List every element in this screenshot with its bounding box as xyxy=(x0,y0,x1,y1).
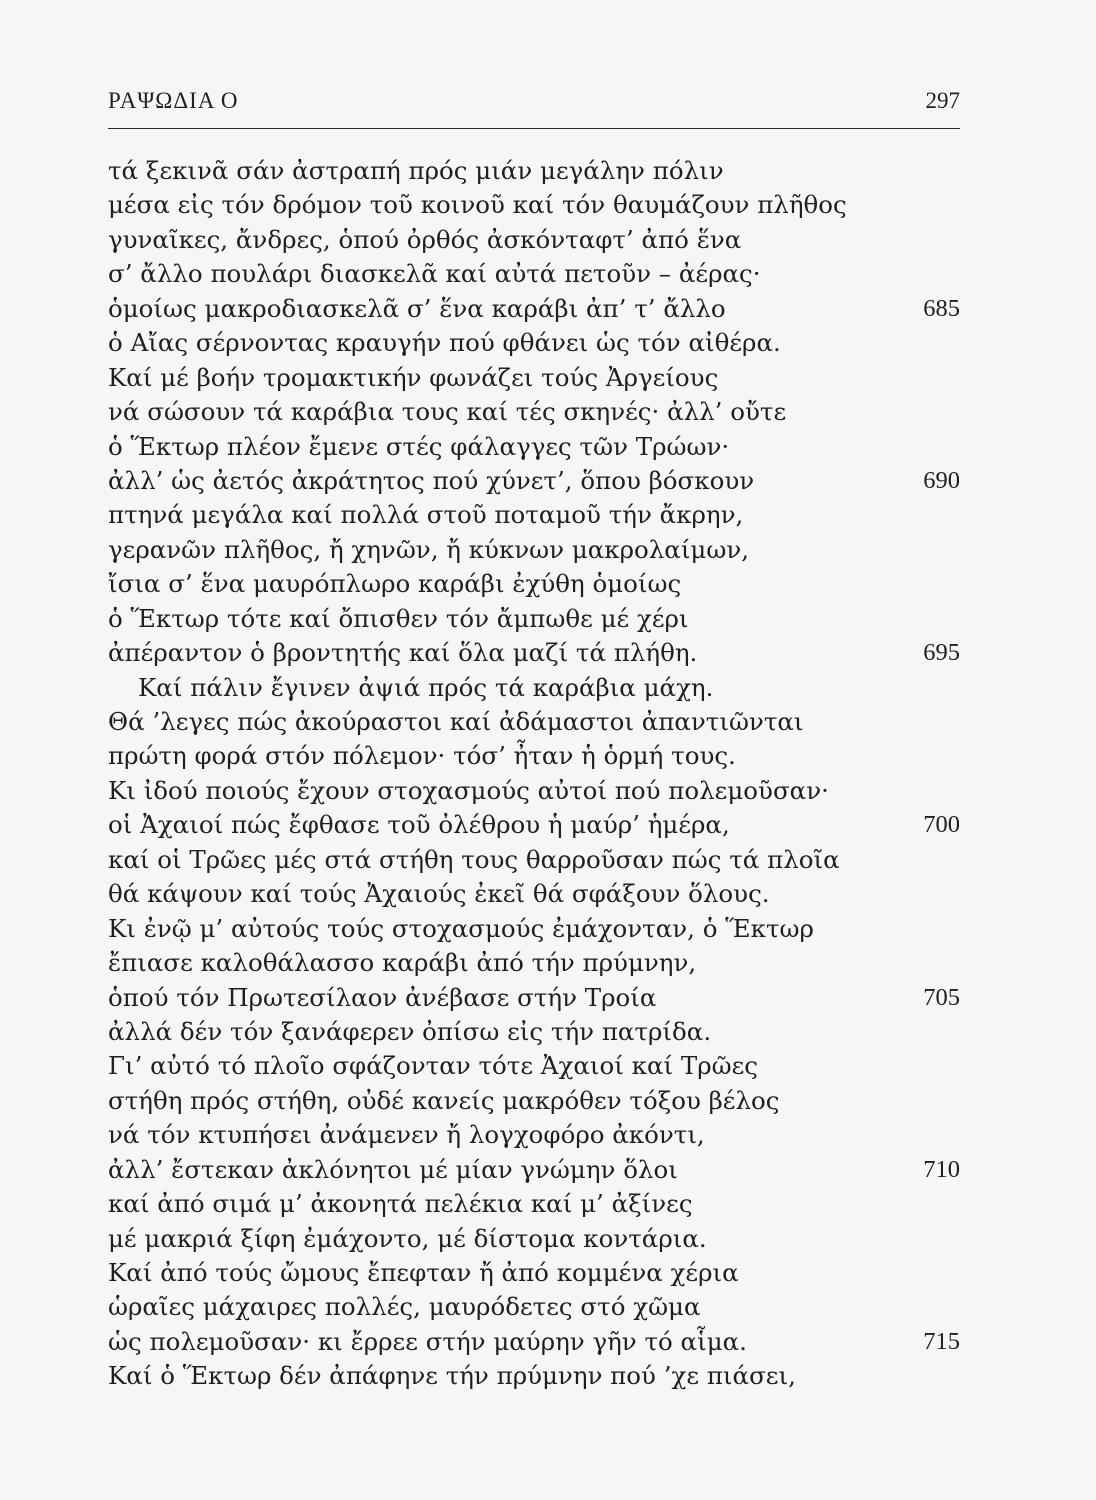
verse-line xyxy=(108,1015,960,1049)
verse-text: ὡραῖες μάχαιρες πολλές, μαυρόδετες στό χῶμα xyxy=(108,1292,701,1322)
verse-line xyxy=(108,1187,960,1221)
verse-text: ὁμοίως μακροδιασκελᾶ σ’ ἕνα καράβι ἀπ’ τ’ ἄλλο xyxy=(108,293,726,323)
verse-line xyxy=(108,533,960,567)
verse-text: Κι ἰδού ποιούς ἔχουν στοχασμούς αὐτοί πού πολεμοῦσαν· xyxy=(108,775,829,805)
verse-line xyxy=(108,292,960,326)
verse-text: Καί ὁ Ἕκτωρ δέν ἀπάφηνε τήν πρύμνην πού ’χε πιάσει, xyxy=(108,1361,796,1391)
verse-text: μέσα εἰς τόν δρόμον τοῦ κοινοῦ καί τόν θαυμάζουν πλῆθος xyxy=(108,190,847,220)
verse-line xyxy=(108,1222,960,1256)
line-number: 685 xyxy=(923,294,960,322)
verse-text: γυναῖκες, ἄνδρες, ὁπού ὀρθός ἀσκόνταφτ’ ἀπό ἕνα xyxy=(108,224,742,254)
verse-line xyxy=(108,567,960,601)
line-number: 705 xyxy=(923,983,960,1011)
line-number: 695 xyxy=(923,639,960,667)
verse-line xyxy=(108,1359,960,1393)
verse-text: ἀλλ’ ἔστεκαν ἀκλόνητοι μέ μίαν γνώμην ὅλοι xyxy=(108,1154,678,1184)
verse-line xyxy=(108,1118,960,1152)
verse-line xyxy=(108,498,960,532)
verse-line xyxy=(108,1290,960,1324)
verse-line xyxy=(108,1256,960,1290)
verse-text: ἔπιασε καλοθάλασσο καράβι ἀπό τήν πρύμνην, xyxy=(108,948,697,978)
line-number: 715 xyxy=(923,1327,960,1355)
line-number: 690 xyxy=(923,466,960,494)
verse-text: ἀλλ’ ὡς ἀετός ἀκράτητος πού χύνετ’, ὅπου βόσκουν xyxy=(108,465,755,495)
verse-text: πτηνά μεγάλα καί πολλά στοῦ ποταμοῦ τήν ἄκρην, xyxy=(108,500,744,530)
verse-line xyxy=(108,774,960,808)
verse-text: Γι’ αὐτό τό πλοῖο σφάζονταν τότε Ἀχαιοί καί Τρῶες xyxy=(108,1051,759,1081)
verse-line xyxy=(108,671,960,705)
verse-text: ἀλλά δέν τόν ξανάφερεν ὀπίσω εἰς τήν πατρίδα. xyxy=(108,1016,712,1046)
verse-text: ὁπού τόν Πρωτεσίλαον ἀνέβασε στήν Τροία xyxy=(108,982,657,1012)
verse-text: Καί μέ βοήν τρομακτικήν φωνάζει τούς Ἀργείους xyxy=(108,362,719,392)
verse-line xyxy=(108,602,960,636)
chapter-title: ΡΑΨΩΔΙΑ Ο xyxy=(108,88,239,113)
verse-text: τά ξεκινᾶ σάν ἀστραπή πρός μιάν μεγάλην πόλιν xyxy=(108,156,724,185)
line-number: 700 xyxy=(923,811,960,839)
verse-line xyxy=(108,257,960,291)
verse-line xyxy=(108,739,960,773)
verse-text: θά κάψουν καί τούς Ἀχαιούς ἐκεῖ θά σφάξουν ὅλους. xyxy=(108,879,770,909)
verse-text: Καί ἀπό τούς ὤμους ἔπεφταν ἤ ἀπό κομμένα χέρια xyxy=(108,1258,739,1287)
verse-line xyxy=(108,1084,960,1118)
verse-block xyxy=(108,154,960,1394)
verse-text: οἱ Ἀχαιοί πώς ἔφθασε τοῦ ὀλέθρου ἡ μαύρ’ ἡμέρα, xyxy=(108,810,730,840)
verse-line xyxy=(108,705,960,739)
verse-line xyxy=(108,636,960,670)
verse-line xyxy=(108,946,960,980)
verse-text: ὁ Αἴας σέρνοντας κραυγήν πού φθάνει ὡς τόν αἰθέρα. xyxy=(108,328,781,358)
verse-text: μέ μακριά ξίφη ἐμάχοντο, μέ δίστομα κοντάρια. xyxy=(108,1223,707,1253)
verse-line xyxy=(108,361,960,395)
verse-line xyxy=(108,808,960,842)
verse-line xyxy=(108,430,960,464)
verse-line xyxy=(108,912,960,946)
verse-text: Κι ἐνῷ μ’ αὐτούς τούς στοχασμούς ἐμάχονταν, ὁ Ἕκτωρ xyxy=(108,913,814,943)
verse-line xyxy=(108,1049,960,1083)
verse-text: Καί πάλιν ἔγινεν ἀψιά πρός τά καράβια μάχη. xyxy=(138,672,714,702)
header-rule xyxy=(108,128,960,129)
verse-text: ἀπέραντον ὁ βροντητής καί ὅλα μαζί τά πλήθη. xyxy=(108,638,698,668)
verse-text: ὁ Ἕκτωρ πλέον ἔμενε στές φάλαγγες τῶν Τρώων· xyxy=(108,431,730,461)
verse-text: καί οἱ Τρῶες μές στά στήθη τους θαρροῦσαν πώς τά πλοῖα xyxy=(108,844,840,874)
verse-line xyxy=(108,981,960,1015)
verse-line xyxy=(108,877,960,911)
verse-text: ἴσια σ’ ἕνα μαυρόπλωρο καράβι ἐχύθη ὁμοίως xyxy=(108,569,682,599)
verse-line xyxy=(108,1325,960,1359)
verse-line xyxy=(108,395,960,429)
verse-line xyxy=(108,843,960,877)
verse-line xyxy=(108,154,960,188)
verse-text: σ’ ἄλλο πουλάρι διασκελᾶ καί αὐτά πετοῦν – ἀέρας· xyxy=(108,259,761,289)
verse-text: γερανῶν πλῆθος, ἤ χηνῶν, ἤ κύκνων μακρολαίμων, xyxy=(108,534,750,564)
line-number: 710 xyxy=(923,1155,960,1183)
verse-line xyxy=(108,326,960,360)
verse-text: Θά ’λεγες πώς ἀκούραστοι καί ἀδάμαστοι ἀπαντιῶνται xyxy=(108,707,804,736)
verse-text: καί ἀπό σιμά μ’ ἀκονητά πελέκια καί μ’ ἀξίνες xyxy=(108,1189,693,1219)
verse-text: πρώτη φορά στόν πόλεμον· τόσ’ ἦταν ἡ ὁρμή τους. xyxy=(108,741,736,771)
verse-line xyxy=(108,188,960,222)
page-number: 297 xyxy=(925,88,960,113)
running-header xyxy=(108,88,960,124)
verse-text: στήθη πρός στήθη, οὐδέ κανείς μακρόθεν τόξου βέλος xyxy=(108,1085,780,1115)
verse-line xyxy=(108,223,960,257)
verse-line xyxy=(108,464,960,498)
verse-line xyxy=(108,1153,960,1187)
verse-text: ὡς πολεμοῦσαν· κι ἔρρεε στήν μαύρην γῆν τό αἷμα. xyxy=(108,1326,747,1356)
verse-text: νά σώσουν τά καράβια τους καί τές σκηνές· ἀλλ’ οὔτε xyxy=(108,397,787,427)
verse-text: νά τόν κτυπήσει ἀνάμενεν ἤ λογχοφόρο ἀκόντι, xyxy=(108,1120,705,1150)
verse-text: ὁ Ἕκτωρ τότε καί ὄπισθεν τόν ἄμπωθε μέ χέρι xyxy=(108,603,689,633)
